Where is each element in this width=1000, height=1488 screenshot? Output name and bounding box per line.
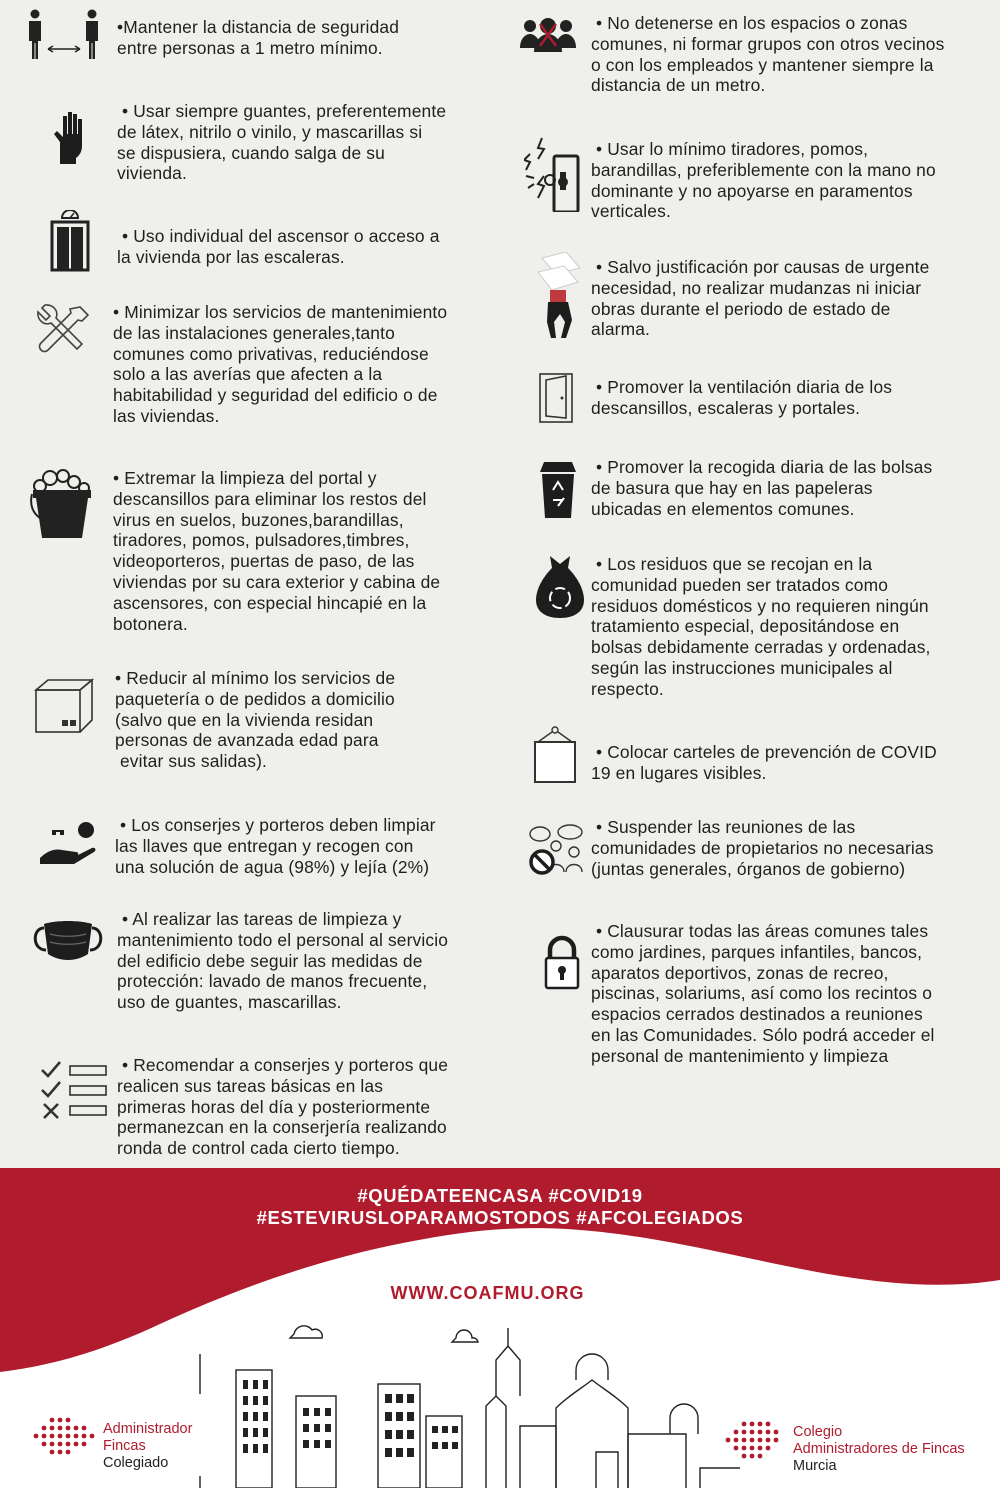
- no-groups-icon: [518, 16, 578, 52]
- tip-text: • Suspender las reuniones de las comunidades de propietarios no necesarias (juntas generales, órganos de gobierno): [591, 817, 934, 879]
- recycle-bin-icon: [540, 460, 576, 518]
- tip-text: • Recomendar a conserjes y porteros que realicen sus tareas básicas en las primeras horas del día y posteriormente permanezcan en la conserjería realizando ronda de control cada cierto tiempo.: [117, 1055, 449, 1159]
- open-door-icon: [538, 372, 574, 424]
- tip-text: • Promover la recogida diaria de las bolsas de basura que hay en las papeleras ubicadas en elementos comunes.: [591, 457, 933, 519]
- tip-text: • Clausurar todas las áreas comunes tales como jardines, parques infantiles, bancos, aparatos deportivos, zonas de recreo, piscinas, solariums, así como los recintos o espacios cerrados destinados a reuniones en las Comunidades. Sólo podrá acceder el personal de mantenimiento y limpieza: [591, 921, 935, 1066]
- moving-boxes-icon: [534, 252, 582, 340]
- website-link[interactable]: WWW.COAFMU.ORG: [390, 1283, 585, 1303]
- gloves-icon: [52, 110, 90, 164]
- padlock-icon: [544, 934, 580, 990]
- footer: [0, 1168, 1000, 1488]
- cleaning-bucket-icon: [30, 468, 94, 540]
- package-box-icon: [34, 678, 94, 734]
- hashtags-line-1: #QUÉDATEENCASA #COVID19: [357, 1185, 643, 1206]
- key-hand-icon: [38, 818, 102, 866]
- tip-text: • Colocar carteles de prevención de COVID 19 en lugares visibles.: [591, 742, 937, 783]
- tip-text: • Los residuos que se recojan en la comunidad pueden ser tratados como residuos domésticos y no requieren ningún tratamiento especial, depositándose en bolsas debidamente cerradas y ordenadas, según las instrucciones municipales al respecto.: [591, 554, 931, 699]
- logo-colegio-administradores-fincas-murcia: Colegio Administradores de Fincas Murcia: [793, 1424, 965, 1474]
- face-mask-icon: [30, 914, 106, 968]
- social-distance-icon: [26, 8, 102, 62]
- checklist-icon: [40, 1060, 108, 1122]
- tip-text: • Promover la ventilación diaria de los descansillos, escaleras y portales.: [591, 377, 893, 418]
- tip-text: • Salvo justificación por causas de urgente necesidad, no realizar mudanzas ni iniciar obras durante el periodo de estado de alarma.: [591, 257, 930, 340]
- tip-text: • Al realizar las tareas de limpieza y mantenimiento todo el personal al servicio del edificio debe seguir las medidas de protección: lavado de manos frecuente, uso de guantes, mascarillas.: [117, 909, 449, 1013]
- garbage-bag-icon: [534, 554, 586, 620]
- tip-text: • Uso individual del ascensor o acceso a la vivienda por las escaleras.: [117, 226, 440, 267]
- tip-text: • Usar lo mínimo tiradores, pomos, barandillas, preferiblemente con la mano no dominante y no apoyarse en paramentos verticales.: [591, 139, 936, 222]
- tip-text: • Los conserjes y porteros deben limpiar las llaves que entregan y recogen con una solución de agua (98%) y lejía (2%): [115, 815, 436, 877]
- hanging-sign-icon: [532, 726, 578, 784]
- hashtags-line-2: #ESTEVIRUSLOPARAMOSTODOS #AFCOLEGIADOS: [256, 1207, 744, 1228]
- tools-icon: [36, 304, 92, 356]
- door-handle-icon: [524, 136, 584, 212]
- elevator-icon: [50, 210, 90, 272]
- tip-text: •Mantener la distancia de seguridad entre personas a 1 metro mínimo.: [117, 17, 400, 58]
- tip-text: • Extremar la limpieza del portal y descansillos para eliminar los restos del virus en suelos, buzones,barandillas, tiradores, pomos, pulsadores,timbres, videoporteros, puertas de paso, de las viviendas por su cara exterior y cabina de ascensores, con especial hincapié en la botonera.: [113, 468, 441, 634]
- logo-administrador-fincas-colegiado: Administrador Fincas Colegiado: [103, 1421, 193, 1471]
- tip-text: • Reducir al mínimo los servicios de paquetería o de pedidos a domicilio (salvo que en la vivienda residan personas de avanzada edad para evitar sus salidas).: [115, 668, 396, 772]
- tip-text: • No detenerse en los espacios o zonas comunes, ni formar grupos con otros vecinos o con los empleados y mantener siempre la distancia de un metro.: [591, 13, 945, 96]
- tip-text: • Minimizar los servicios de mantenimiento de las instalaciones generales,tanto comunes como privativas, reduciéndose solo a las averías que afecten a la habitabilidad y seguridad del edificio o de las viviendas.: [113, 302, 448, 426]
- no-meetings-icon: [526, 824, 586, 880]
- tip-text: • Usar siempre guantes, preferentemente de látex, nitrilo o vinilo, y mascarillas si se dispusiera, cuando salga de su vivienda.: [117, 101, 447, 184]
